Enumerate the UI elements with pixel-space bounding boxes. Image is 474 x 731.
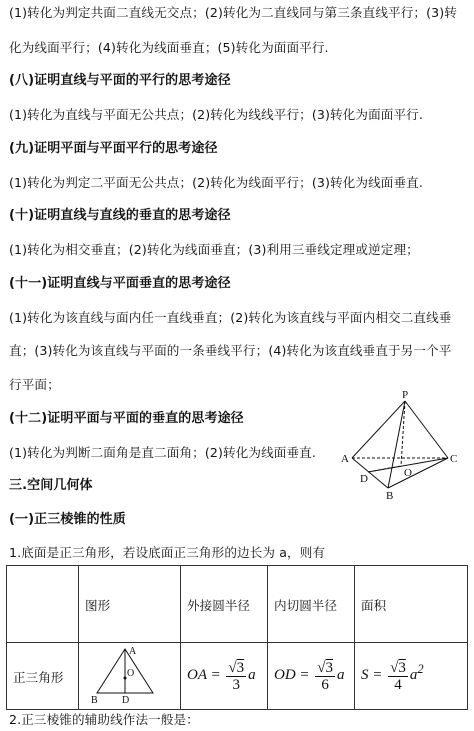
edge-bc xyxy=(388,458,448,488)
formula-lhs: S xyxy=(361,667,369,684)
label-d: D xyxy=(360,473,368,485)
label-b: B xyxy=(386,490,394,500)
text-line-12: 行平面； xyxy=(9,377,60,392)
text-line-18: 2.正三棱锥的辅助线作法一般是： xyxy=(9,712,199,727)
text-line-6: (1)转化为判定二平面无公共点；(2)转化为线面平行；(3)转化为线面垂直. xyxy=(9,175,423,190)
section-heading-10: (十)证明直线与直线的垂直的思考途径 xyxy=(9,208,231,223)
text-line-8: (1)转化为相交垂直；(2)转化为线面垂直；(3)利用三垂线定理或逆定理； xyxy=(9,242,419,257)
tri-label-o: O xyxy=(127,667,135,679)
radicand: 3 xyxy=(398,659,406,676)
triangle-figure xyxy=(85,645,165,705)
radicand: 3 xyxy=(325,659,334,676)
edge-ab xyxy=(352,458,388,488)
triangle-figure-cell xyxy=(79,643,181,710)
row-label: 正三角形 xyxy=(7,643,79,710)
text-line-1: (1)转化为判定共面二直线无交点；(2)转化为二直线同与第三条直线平行；(3)转 xyxy=(9,5,457,20)
section-heading-8: (八)证明直线与平面的平行的思考途径 xyxy=(9,73,231,88)
text-line-11: 直；(3)转化为该直线与平面的一条垂线平行；(4)转化为该直线垂直于另一个平 xyxy=(9,343,452,358)
edge-pb xyxy=(388,401,405,488)
header-cell-empty xyxy=(7,566,79,643)
pyramid-figure xyxy=(338,388,466,500)
equilateral-triangle-table xyxy=(6,565,468,710)
chapter-heading: 三.空间几何体 xyxy=(9,478,93,493)
label-o: O xyxy=(404,467,412,479)
label-c: C xyxy=(450,453,458,465)
denominator: 3 xyxy=(232,676,240,693)
text-line-10: (1)转化为该直线与面内任一直线垂直；(2)转化为该直线与平面内相交二直线垂 xyxy=(9,310,452,325)
formula-variable: a xyxy=(337,667,345,684)
section-heading-12: (十二)证明平面与平面的垂直的思考途径 xyxy=(9,411,244,426)
circumradius-formula-cell xyxy=(181,643,268,710)
tri-label-d: D xyxy=(122,694,130,705)
radicand: 3 xyxy=(236,659,245,676)
formula-lhs: OD xyxy=(274,667,296,684)
section-heading-11: (十一)证明直线与平面垂直的思考途径 xyxy=(9,276,231,291)
header-cell-inradius: 内切圆半径 xyxy=(268,566,355,643)
formula-variable: a xyxy=(248,667,256,684)
section-heading-9: (九)证明平面与平面平行的思考途径 xyxy=(9,141,218,156)
header-cell-area: 面积 xyxy=(355,566,468,643)
table-header-row xyxy=(7,566,468,643)
inradius-formula-cell xyxy=(268,643,355,710)
text-line-14: (1)转化为判断二面角是直二面角；(2)转化为线面垂直. xyxy=(9,445,316,460)
denominator: 6 xyxy=(321,676,329,693)
header-cell-figure: 图形 xyxy=(79,566,181,643)
header-cell-circumradius: 外接圆半径 xyxy=(181,566,268,643)
formula-variable: a xyxy=(409,667,418,684)
fraction: $\frac{√3}{3}$ xyxy=(228,659,245,693)
tri-label-a: A xyxy=(129,645,137,657)
text-line-4: (1)转化为直线与平面无公共点；(2)转化为线线平行；(3)转化为面面平行. xyxy=(9,107,423,122)
subsection-heading: (一)正三棱锥的性质 xyxy=(9,512,126,527)
circumradius-formula: OA = $\frac{√3}{3}$ a xyxy=(187,659,256,693)
fraction: $\frac{√3}{4}$ xyxy=(390,659,406,693)
text-line-2: 化为线面平行；(4)转化为线面垂直；(5)转化为面面平行. xyxy=(9,40,329,55)
label-a: A xyxy=(341,453,349,465)
fraction: $\frac{√3}{6}$ xyxy=(317,659,334,693)
edge-pa xyxy=(352,401,405,458)
area-formula: S = $\frac{√3}{4}$ $a^2$ xyxy=(361,659,424,693)
denominator: 4 xyxy=(394,676,402,693)
formula-lhs: OA xyxy=(187,667,207,684)
inradius-formula: OD = $\frac{√3}{6}$ a xyxy=(274,659,345,693)
edge-pc xyxy=(405,401,448,458)
tri-label-b: B xyxy=(91,694,98,705)
text-line-17: 1.底面是正三角形，若设底面正三角形的边长为 a，则有 xyxy=(9,545,326,560)
area-formula-cell xyxy=(355,643,468,710)
table-row xyxy=(7,643,468,710)
label-p: P xyxy=(402,389,409,401)
exponent: 2 xyxy=(417,662,424,677)
